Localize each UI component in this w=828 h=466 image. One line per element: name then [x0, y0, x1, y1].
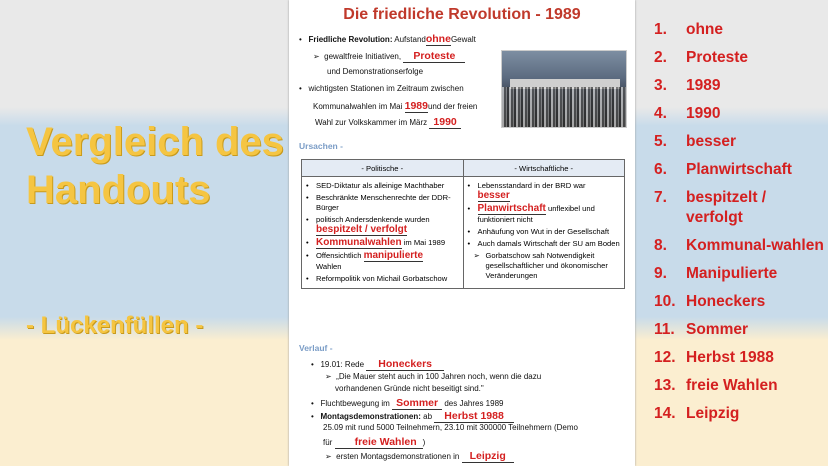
eco-item-1 [468, 181, 621, 202]
fill-herbst-1988: Herbst 1988 [434, 410, 514, 423]
answer-number: 4. [654, 105, 667, 122]
answer-item [654, 160, 824, 180]
text-jahres-1989: des Jahres 1989 [444, 399, 504, 408]
answer-text: Leipzig [686, 405, 740, 422]
answer-text: Proteste [686, 49, 749, 66]
intro-sub-1: ➢ gewaltfreie Initiativen, Proteste [313, 50, 465, 63]
answer-number: 8. [654, 237, 667, 254]
answer-list [654, 20, 824, 432]
answer-number: 11. [654, 321, 675, 338]
course-item-2: • Fluchtbewegung im Sommer des Jahres 1989 [311, 397, 504, 409]
label-montagsdemonstrationen: Montagsdemonstrationen: [320, 412, 421, 421]
eco-sub-1: ➢ Gorbatschow sah Notwendigkeit gesellschaftlicher und ökonomischer Veränderungen [468, 251, 621, 281]
answer-number: 2. [654, 49, 667, 66]
eco-item-3: • Anhäufung von Wut in der Gesellschaft [468, 227, 621, 237]
fill-proteste: Proteste [403, 50, 465, 63]
causes-table [301, 159, 625, 289]
answer-number: 9. [654, 265, 667, 282]
answer-item [654, 264, 824, 284]
pol-item-2: • Beschränkte Menschenrechte der DDR-Bürger [306, 193, 459, 213]
fill-1989: 1989 [404, 100, 428, 112]
pol-item-3 [306, 215, 459, 236]
fill-bespitzelt: bespitzelt / verfolgt [316, 224, 408, 235]
pol-item-4 [306, 238, 459, 249]
answer-item [654, 104, 824, 124]
answer-number: 14. [654, 405, 676, 422]
answer-number: 6. [654, 161, 667, 178]
intro-bullet-1: • Friedliche Revolution: AufstandohneGewalt [299, 33, 476, 45]
answer-text: Honeckers [686, 293, 766, 310]
answer-text: 1990 [686, 105, 721, 122]
answer-text: bespitzelt / verfolgt [686, 189, 767, 226]
answer-text: 1989 [686, 77, 721, 94]
fill-1990: 1990 [429, 116, 460, 129]
fill-manipulierte: manipulierte [363, 250, 424, 261]
text-lebensstandard: Lebensstandard in der BRD war [477, 181, 586, 190]
answer-item [654, 404, 824, 424]
text-gewalt: Gewalt [450, 35, 476, 44]
text-andersdenkende: politisch Andersdenkende wurden [316, 215, 430, 224]
text-teilnehmer: 25.09 mit rund 5000 Teilnehmern, 23.10 mit 300000 Teilnehmern (Demo [323, 423, 578, 432]
answer-number: 5. [654, 133, 667, 150]
answer-number: 1. [654, 21, 667, 38]
photo-crowd [502, 87, 626, 127]
label-friedliche-revolution: Friedliche Revolution: [308, 35, 393, 44]
text-quote-2: vorhandenen Gründe nicht beseitigt sind." [335, 384, 484, 393]
text-volkskammer: Wahl zur Volkskammer im März [315, 118, 428, 127]
answer-item [654, 376, 824, 396]
answer-number: 7. [654, 189, 667, 206]
pol-item-1: • SED-Diktatur als alleinige Machthaber [306, 181, 459, 191]
pol-item-6: • Reformpolitik von Michail Gorbatschow [306, 274, 459, 284]
text-paren: ) [422, 438, 426, 447]
section-ursachen: Ursachen - [299, 141, 343, 151]
fill-sommer: Sommer [392, 397, 442, 410]
answer-number: 3. [654, 77, 667, 94]
answer-item [654, 292, 824, 312]
course-item-3-line3 [323, 436, 425, 449]
course-item-3: • Montagsdemonstrationen: ab Herbst 1988 [311, 410, 514, 423]
text-offensichtlich: Offensichtlich [316, 251, 362, 260]
answer-item [654, 320, 824, 340]
text-kommunalwahlen-mai: Kommunalwahlen im Mai [313, 102, 403, 111]
handout-title: Die friedliche Revolution - 1989 [343, 6, 581, 23]
handout-document [289, 0, 635, 466]
text-ersten-montagsdemos: ersten Montagsdemonstrationen in [336, 452, 460, 461]
answer-item [654, 348, 824, 368]
fill-kommunalwahlen: Kommunalwahlen [316, 237, 402, 248]
text-demonstrationserfolge: und Demonstrationserfolge [327, 67, 424, 76]
text-quote-1: „Die Mauer steht auch in 100 Jahren noch, wenn die dazu [336, 372, 542, 381]
text-initiativen: gewaltfreie Initiativen, [324, 52, 402, 61]
text-fuer: für [323, 438, 333, 447]
answer-item [654, 76, 824, 96]
fill-leipzig: Leipzig [462, 450, 514, 463]
fill-honeckers: Honeckers [366, 358, 444, 371]
fill-besser: besser [477, 190, 510, 201]
answer-text: freie Wahlen [686, 377, 778, 394]
answer-number: 10. [654, 293, 676, 310]
answer-text: ohne [686, 21, 724, 38]
text-unflexibel: unflexibel und funktioniert nicht [477, 204, 595, 224]
answer-number: 13. [654, 377, 676, 394]
answer-text: Herbst 1988 [686, 349, 774, 366]
intro-bullet-2: • wichtigsten Stationen im Zeitraum zwischen [299, 84, 464, 93]
text-rede: 19.01: Rede [320, 360, 365, 369]
intro-bullet-2-line2 [313, 100, 477, 113]
answer-text: Sommer [686, 321, 749, 338]
eco-item-2 [468, 204, 621, 225]
answer-text: Planwirtschaft [686, 161, 792, 178]
slide-subtitle: - Lückenfüllen - [26, 312, 204, 339]
course-sub-leipzig: ➢ ersten Montagsdemonstrationen in Leipzig [325, 450, 514, 463]
fill-freie-wahlen: freie Wahlen [335, 436, 423, 449]
answer-text: besser [686, 133, 736, 150]
answer-text: Manipulierte [686, 265, 778, 282]
answer-item [654, 48, 824, 68]
answer-item [654, 20, 824, 40]
answer-number: 12. [654, 349, 676, 366]
wirtschaftliche-cell [463, 177, 625, 289]
course-item-1: • 19.01: Rede Honeckers [311, 358, 444, 371]
answer-item [654, 132, 824, 152]
intro-bullet-2-line3 [315, 116, 461, 129]
section-verlauf: Verlauf - [299, 343, 333, 353]
course-quote: ➢ „Die Mauer steht auch in 100 Jahren noch, wenn die dazu [325, 372, 542, 381]
pol-item-5 [306, 251, 459, 272]
politische-cell [302, 177, 464, 289]
slide-title: Vergleich des Handouts [26, 120, 284, 212]
col-politische: - Politische - [302, 160, 464, 177]
text-freien: und der freien [427, 102, 478, 111]
text-fluchtbewegung: Fluchtbewegung im [320, 399, 390, 408]
answer-item [654, 188, 824, 228]
text-ab: ab [423, 412, 433, 421]
answer-item [654, 236, 824, 256]
text-wahlen: Wahlen [316, 262, 342, 271]
fill-planwirtschaft: Planwirtschaft [477, 203, 546, 214]
fill-ohne: ohne [425, 33, 451, 45]
text-aufstand: Aufstand [394, 35, 426, 44]
col-wirtschaftliche: - Wirtschaftliche - [463, 160, 625, 177]
answer-text: Kommunal-wahlen [686, 237, 824, 254]
text-stationen: wichtigsten Stationen im Zeitraum zwischen [308, 84, 464, 93]
berlin-wall-photo [501, 50, 627, 128]
text-mai-1989: im Mai 1989 [403, 238, 446, 247]
eco-item-4: • Auch damals Wirtschaft der SU am Boden [468, 239, 621, 249]
